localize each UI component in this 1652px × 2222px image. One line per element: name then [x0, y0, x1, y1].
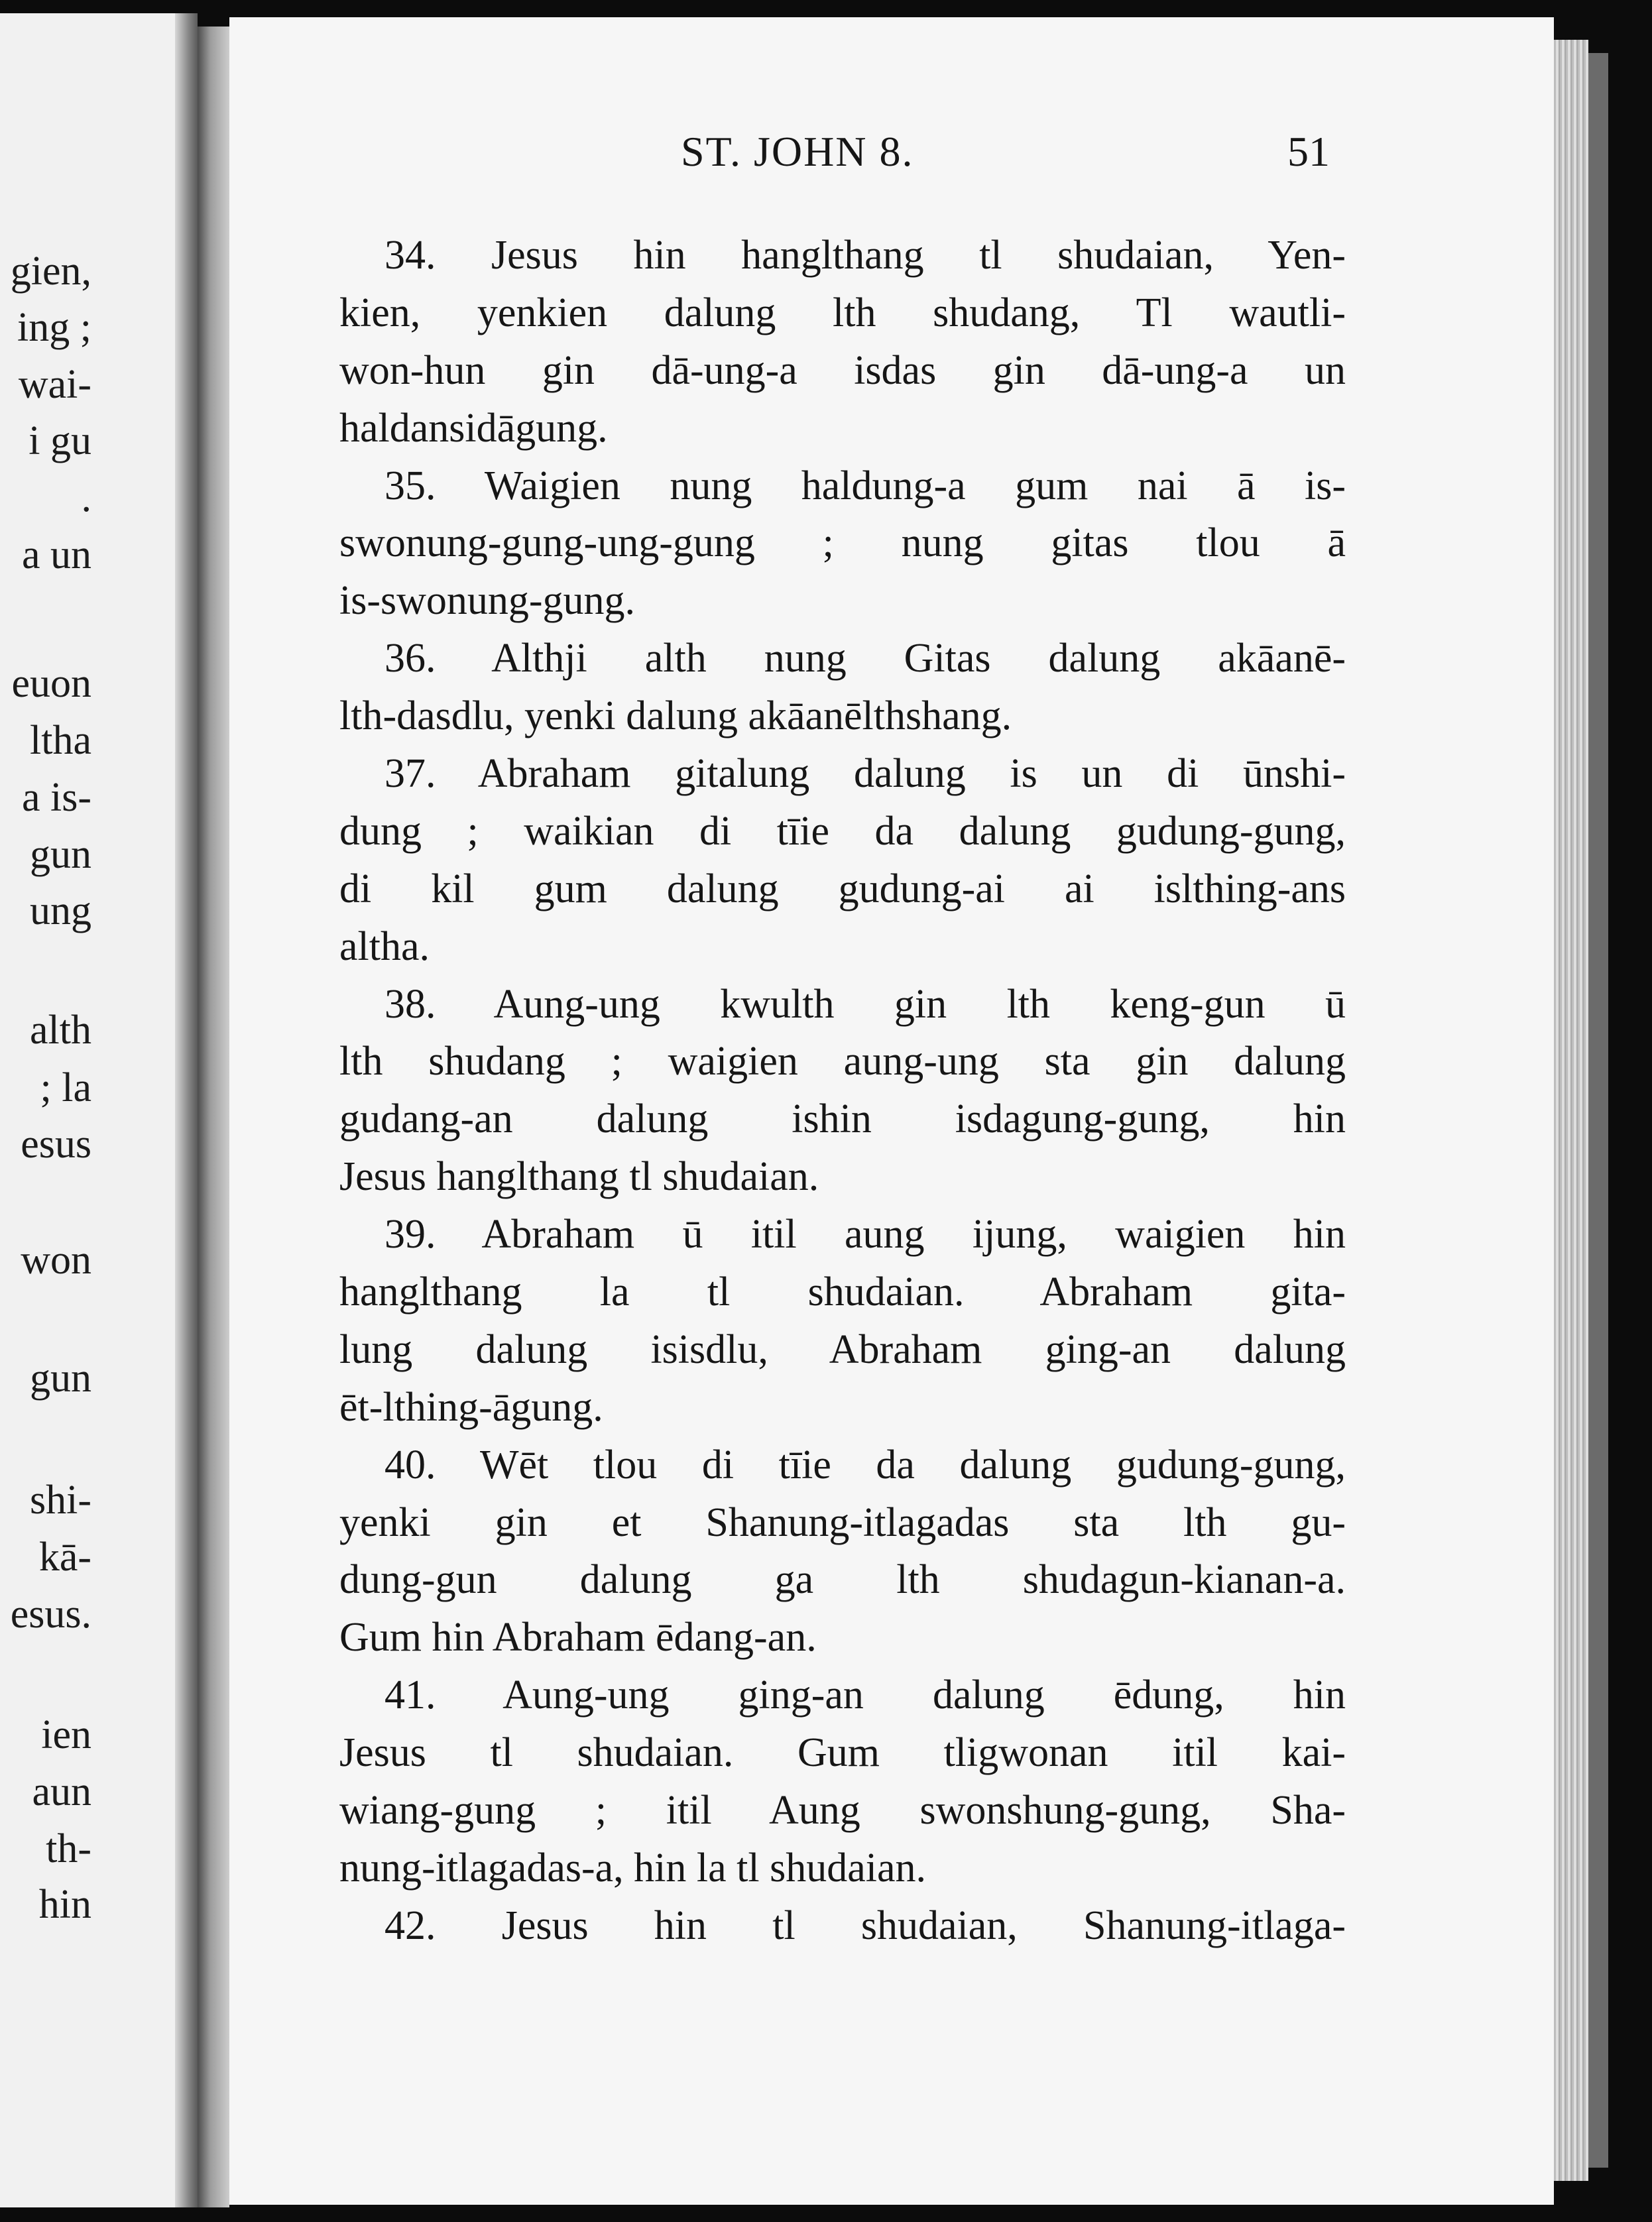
text-line: Gum hin Abraham ēdang-an. [339, 1615, 817, 1661]
text-line: 35. Waigien nung haldung-a gum nai ā is- [384, 463, 1346, 508]
text-line: 34. Jesus hin hanglthang tl shudaian, Yen- [384, 233, 1346, 278]
text-line: yenki gin et Shanung-itlagadas sta lth gu- [339, 1499, 1346, 1545]
text-line: wiang-gung ; itil Aung swonshung-gung, Sha- [339, 1788, 1346, 1834]
page-edges [1554, 40, 1588, 2181]
page-gutter-shadow [175, 13, 198, 2207]
previous-page-fragment: wai- [18, 362, 91, 407]
text-line: haldansidāgung. [339, 405, 608, 451]
previous-page-fragment: kā- [38, 1535, 91, 1580]
previous-page-fragment: a un [21, 532, 91, 577]
previous-page-fragment: a is- [21, 775, 91, 820]
previous-page-fragment: i gu [29, 418, 91, 463]
previous-page-fragment: hin [38, 1882, 91, 1927]
text-line: altha. [339, 923, 430, 969]
book-spine [198, 27, 229, 2207]
previous-page-fragment: esus [21, 1122, 91, 1167]
text-line: kien, yenkien dalung lth shudang, Tl wautli- [339, 290, 1346, 335]
text-line: won-hun gin dā-ung-a isdas gin dā-ung-a un [339, 347, 1346, 393]
book-cover-edge [1588, 53, 1608, 2168]
text-line: 41. Aung-ung ging-an dalung ēdung, hin [384, 1672, 1346, 1718]
previous-page-fragment: won [21, 1238, 91, 1283]
previous-page-fragment: euon [11, 661, 91, 706]
text-line: nung-itlagadas-a, hin la tl shudaian. [339, 1845, 926, 1891]
previous-page-fragment: gun [30, 832, 91, 877]
previous-page-fragment: shi- [30, 1478, 91, 1523]
previous-page-fragment: gun [30, 1356, 91, 1401]
text-line: hanglthang la tl shudaian. Abraham gita- [339, 1269, 1346, 1315]
text-line: ēt-lthing-āgung. [339, 1384, 603, 1430]
previous-page [0, 13, 198, 2207]
text-line: lung dalung isisdlu, Abraham ging-an dalung [339, 1326, 1346, 1372]
text-line: is-swonung-gung. [339, 578, 636, 624]
previous-page-fragment: ien [41, 1712, 91, 1757]
text-line: swonung-gung-ung-gung ; nung gitas tlou ā [339, 520, 1346, 566]
text-line: Jesus tl shudaian. Gum tligwonan itil kai- [339, 1730, 1346, 1776]
text-line: 39. Abraham ū itil aung ijung, waigien hin [384, 1212, 1346, 1257]
text-line: Jesus hanglthang tl shudaian. [339, 1154, 819, 1200]
scripture-text [339, 227, 1346, 1955]
text-line: lth-dasdlu, yenki dalung akāanēlthshang. [339, 693, 1012, 739]
text-line: dung-gun dalung ga lth shudagun-kianan-a. [339, 1557, 1346, 1603]
text-line: gudang-an dalung ishin isdagung-gung, hin [339, 1096, 1346, 1142]
previous-page-fragment: ltha [30, 718, 91, 763]
previous-page-fragment: esus. [10, 1592, 91, 1637]
previous-page-fragment: alth [30, 1008, 91, 1053]
text-line: 38. Aung-ung kwulth gin lth keng-gun ū [384, 981, 1346, 1027]
previous-page-fragment: gien, [10, 249, 91, 294]
previous-page-fragment: ing ; [17, 305, 91, 350]
text-line: 42. Jesus hin tl shudaian, Shanung-itlaga- [384, 1902, 1346, 1948]
text-line: 37. Abraham gitalung dalung is un di ūnshi- [384, 751, 1346, 797]
previous-page-fragment: ung [30, 888, 91, 933]
previous-page-fragment: th- [46, 1826, 91, 1871]
previous-page-fragment: aun [32, 1769, 91, 1814]
text-line: dung ; waikian di tīie da dalung gudung-gung, [339, 808, 1346, 854]
text-line: 36. Althji alth nung Gitas dalung akāanē- [384, 636, 1346, 681]
text-line: lth shudang ; waigien aung-ung sta gin dalung [339, 1039, 1346, 1084]
text-line: di kil gum dalung gudung-ai ai islthing-ans [339, 866, 1346, 911]
running-head: ST. JOHN 8. [681, 128, 914, 175]
previous-page-fragment: . [81, 475, 91, 520]
text-line: 40. Wēt tlou di tīie da dalung gudung-gung, [384, 1442, 1346, 1488]
previous-page-fragment: ; la [40, 1065, 91, 1110]
page-number: 51 [1287, 128, 1330, 175]
